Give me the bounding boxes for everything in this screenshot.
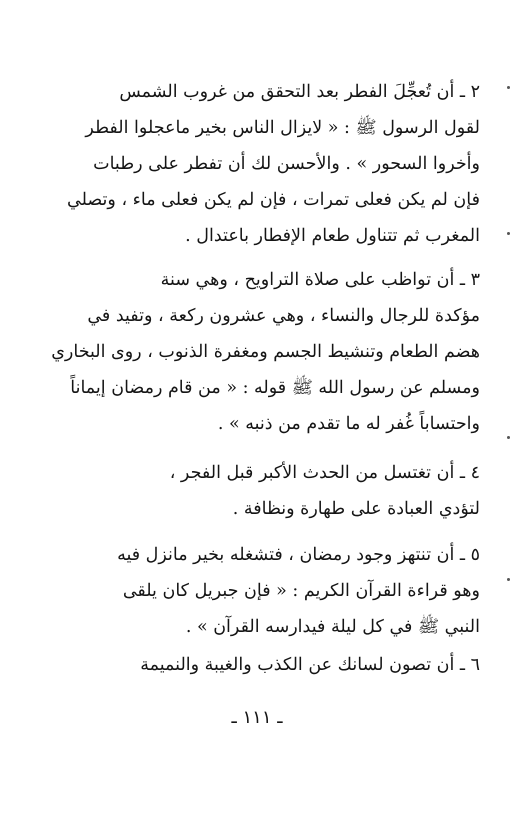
paragraph-item-3 [34, 262, 480, 442]
page-number: ـ ١١١ ـ [231, 707, 283, 728]
text-line: وأخروا السحور » . والأحسن لك أن تفطر على رطبات [93, 154, 480, 174]
text-line: ٢ ـ أن تُعجِّلَ الفطر بعد التحقق من غروب الشمس [119, 82, 480, 102]
margin-speck [507, 436, 510, 439]
text-line: مؤكدة للرجال والنساء ، وهي عشرون ركعة ، وتفيد في [87, 306, 480, 326]
text-line: لقول الرسول ﷺ : « لايزال الناس بخير ماعجلوا الفطر [85, 118, 480, 138]
paragraph-item-4 [34, 455, 480, 527]
margin-speck [507, 578, 510, 581]
text-line: هضم الطعام وتنشيط الجسم ومغفرة الذنوب ، روى البخاري [51, 342, 480, 362]
text-line: ٦ ـ أن تصون لسانك عن الكذب والغيبة والنميمة [140, 655, 480, 675]
text-line: واحتساباً غُفر له ما تقدم من ذنبه » . [217, 414, 480, 434]
text-line: النبي ﷺ في كل ليلة فيدارسه القرآن » . [185, 617, 480, 637]
text-line: لتؤدي العبادة على طهارة ونظافة . [232, 499, 480, 519]
text-line: ومسلم عن رسول الله ﷺ قوله : « من قام رمضان إيماناً [70, 378, 480, 398]
text-line: ٤ ـ أن تغتسل من الحدث الأكبر قبل الفجر ، [169, 463, 480, 483]
margin-speck [507, 86, 510, 89]
text-line: وهو قراءة القرآن الكريم : « فإن جبريل كان يلقى [122, 581, 480, 601]
text-line: المغرب ثم تتناول طعام الإفطار باعتدال . [185, 226, 480, 246]
text-line: ٥ ـ أن تنتهز وجود رمضان ، فتشغله بخير مانزل فيه [117, 545, 480, 565]
margin-speck [507, 232, 510, 235]
paragraph-item-5 [34, 537, 480, 645]
paragraph-item-2 [34, 74, 480, 254]
text-line: ٣ ـ أن تواظب على صلاة التراويح ، وهي سنة [160, 270, 480, 290]
paragraph-item-6 [34, 647, 480, 683]
text-line: فإن لم يكن فعلى تمرات ، فإن لم يكن فعلى ماء ، وتصلي [67, 190, 480, 210]
